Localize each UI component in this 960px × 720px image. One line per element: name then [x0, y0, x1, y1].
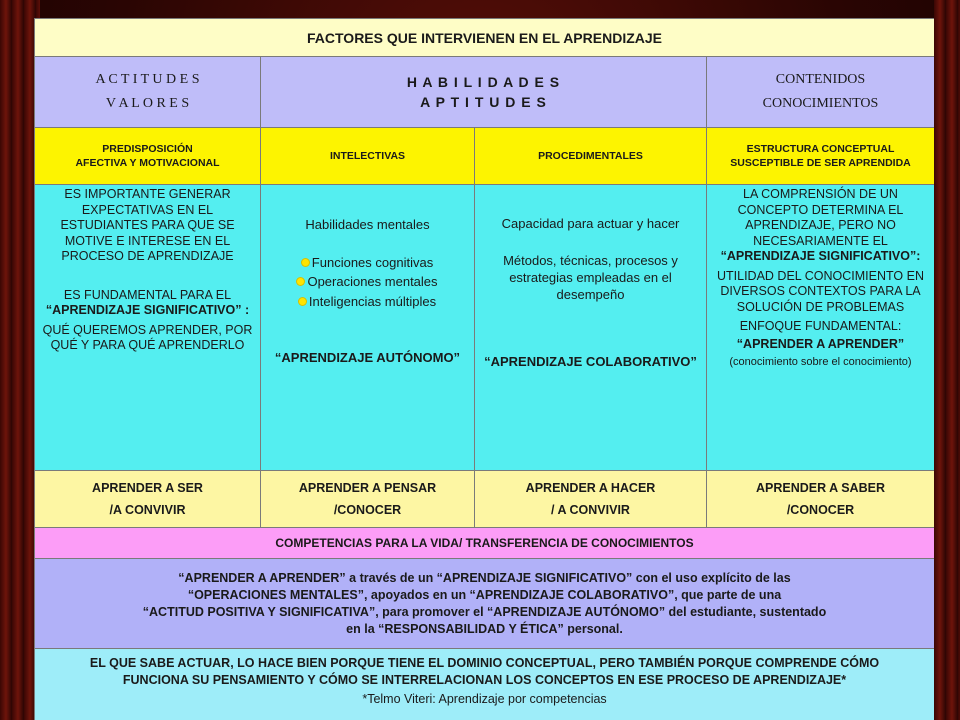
- competencias-row: [35, 528, 935, 559]
- curtain-right: [934, 0, 960, 720]
- body-intelectivas: [261, 185, 475, 471]
- category-estructura: ESTRUCTURA CONCEPTUAL SUSCEPTIBLE DE SER APRENDIDA: [707, 128, 935, 185]
- category-intelectivas: INTELECTIVAS: [261, 128, 475, 185]
- list-item: Inteligencias múltiples: [265, 294, 470, 310]
- intelectivas-list: [265, 255, 470, 310]
- category-procedimentales: PROCEDIMENTALES: [475, 128, 707, 185]
- actitudes-paragraph-2: ES FUNDAMENTAL PARA EL “APRENDIZAJE SIGNIFICATIVO” :: [45, 287, 250, 317]
- final-text: EL QUE SABE ACTUAR, LO HACE BIEN PORQUE TIENE EL DOMINIO CONCEPTUAL, PERO TAMBIÉN PORQUE COMPRENDE CÓMO FUNCIONA SU PENSAMIENTO Y CÓMO SE INTERRELACIONAN LOS CONCEPTOS EN ESE PROCESO DE APRENDIZAJE*: [89, 656, 880, 687]
- learn-row: [35, 471, 935, 528]
- estructura-note: (conocimiento sobre el conocimiento): [729, 356, 912, 368]
- estructura-motto: “APRENDER A APRENDER”: [736, 336, 905, 351]
- intelectivas-intro: Habilidades mentales: [305, 217, 430, 232]
- learn-saber: APRENDER A SABER /CONOCER: [707, 471, 935, 528]
- actitudes-paragraph-3: QUÉ QUEREMOS APRENDER, POR QUÉ Y PARA QUÉ APRENDERLO: [42, 322, 253, 352]
- list-item: Operaciones mentales: [265, 274, 470, 290]
- category-predisposicion: PREDISPOSICIÓN AFECTIVA Y MOTIVACIONAL: [35, 128, 261, 185]
- body-procedimentales: [475, 185, 707, 471]
- list-item: Funciones cognitivas: [265, 255, 470, 271]
- page-title: FACTORES QUE INTERVIENEN EN EL APRENDIZAJE: [35, 19, 935, 57]
- header-contenidos: CONTENIDOS CONOCIMIENTOS: [707, 57, 935, 128]
- body-estructura: [707, 185, 935, 471]
- category-row: [35, 128, 935, 185]
- estructura-paragraph-3: ENFOQUE FUNDAMENTAL:: [739, 319, 902, 333]
- body-actitudes: [35, 185, 261, 471]
- actitudes-paragraph-1: ES IMPORTANTE GENERAR EXPECTATIVAS EN EL ESTUDIANTES PARA QUE SE MOTIVE E INTERESE EN EL PROCESO DE APRENDIZAJE: [60, 187, 235, 263]
- title-row: [35, 19, 935, 57]
- final-row: [35, 649, 935, 720]
- final-statement: [35, 649, 935, 720]
- learn-pensar: APRENDER A PENSAR /CONOCER: [261, 471, 475, 528]
- bullet-icon: [302, 259, 309, 266]
- learn-ser: APRENDER A SER /A CONVIVIR: [35, 471, 261, 528]
- body-row: [35, 185, 935, 471]
- learning-factors-table: [34, 18, 934, 720]
- header-habilidades: H A B I L I D A D E S A P T I T U D E S: [261, 57, 707, 128]
- learn-hacer: APRENDER A HACER / A CONVIVIR: [475, 471, 707, 528]
- summary-row: [35, 559, 935, 649]
- intelectivas-motto: “APRENDIZAJE AUTÓNOMO”: [274, 350, 461, 365]
- summary-text: “APRENDER A APRENDER” a través de un “APRENDIZAJE SIGNIFICATIVO” con el uso explícito de las “OPERACIONES MENTALES”, apoyados en un “APRENDIZAJE COLABORATIVO”, que parte de una “ACTITUD POSITIVA Y SIGNIFICATIVA”, para promover el “APRENDIZAJE AUTÓNOMO” del estudiante, sustentado en la “RESPONSABILIDAD Y ÉTICA” personal.: [35, 559, 935, 649]
- header-actitudes: A C T I T U D E S V A L O R E S: [35, 57, 261, 128]
- bullet-icon: [297, 278, 304, 285]
- estructura-paragraph-2: UTILIDAD DEL CONOCIMIENTO EN DIVERSOS CONTEXTOS PARA LA SOLUCIÓN DE PROBLEMAS: [717, 268, 924, 314]
- estructura-paragraph-1: LA COMPRENSIÓN DE UN CONCEPTO DETERMINA EL APRENDIZAJE, PERO NO NECESARIAMENTE EL “APRENDIZAJE SIGNIFICATIVO”:: [720, 187, 921, 263]
- header-row: [35, 57, 935, 128]
- competencias-label: COMPETENCIAS PARA LA VIDA/ TRANSFERENCIA DE CONOCIMIENTOS: [35, 528, 935, 559]
- procedimentales-paragraph-1: Capacidad para actuar y hacer: [501, 216, 680, 231]
- bullet-icon: [299, 298, 306, 305]
- citation: *Telmo Viteri: Aprendizaje por competencias: [362, 692, 607, 706]
- procedimentales-motto: “APRENDIZAJE COLABORATIVO”: [484, 354, 697, 369]
- procedimentales-paragraph-2: Métodos, técnicas, procesos y estrategias empleadas en el desempeño: [503, 253, 678, 302]
